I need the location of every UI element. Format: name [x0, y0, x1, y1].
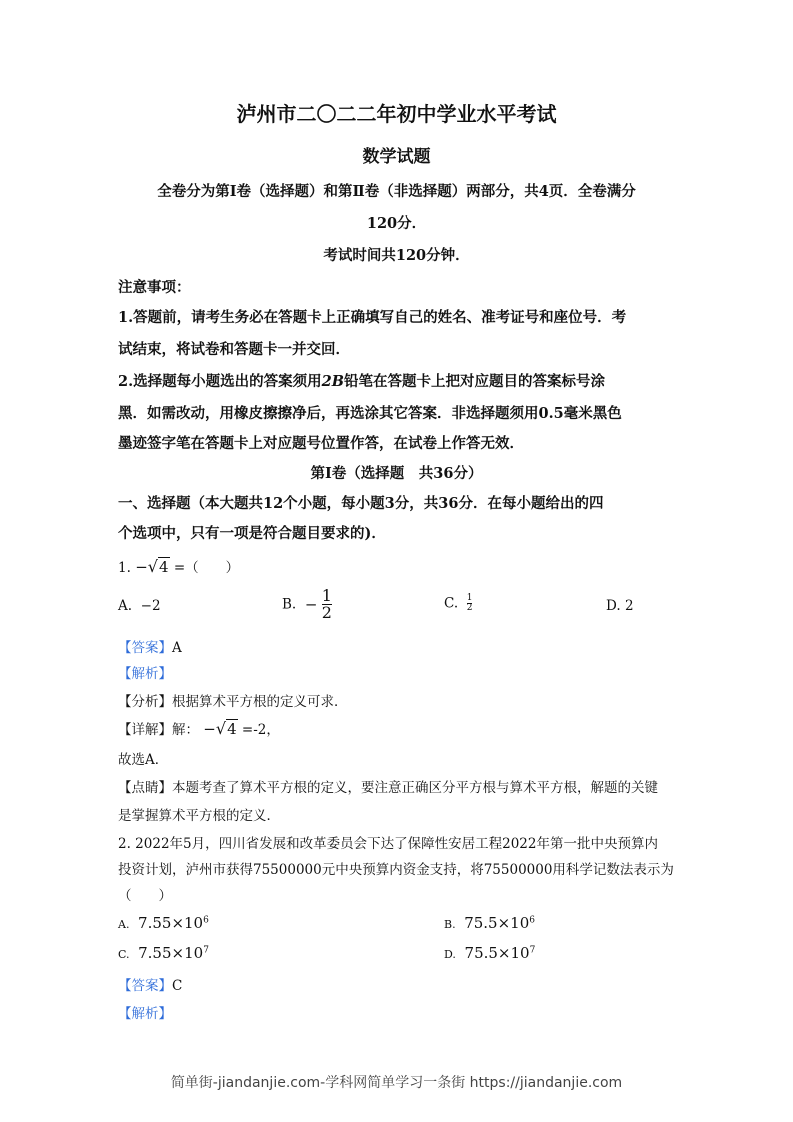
note-2-text-a: 2.选择题每小题选出的答案须用: [118, 373, 322, 390]
exam-time: 考试时间共120分钟．: [323, 247, 470, 264]
intro-line-1: 全卷分为第Ⅰ卷（选择题）和第Ⅱ卷（非选择题）两部分，共4页．全卷满分: [157, 183, 636, 200]
q1-option-b: [282, 588, 332, 621]
q1-option-a-value: −2: [140, 598, 161, 614]
q2-option-a-base: 7.55×10: [138, 914, 204, 932]
q1-answer-value: A: [172, 640, 182, 656]
q2-answer-value: C: [172, 978, 183, 994]
q1-radicand: 4: [158, 558, 169, 576]
q1-dianjing-line-1: [118, 776, 658, 796]
q2-stem-line-3: （ ）: [118, 888, 172, 904]
answer-tag: 【答案】: [118, 978, 172, 994]
exam-title: 泸州市二〇二二年初中学业水平考试: [236, 102, 557, 126]
q1-option-d: [606, 598, 634, 614]
q1-option-b-label: B.: [282, 596, 297, 613]
fenxi-text: 根据算术平方根的定义可求．: [172, 694, 348, 710]
xiangjie-neg: −: [203, 720, 216, 738]
q2-option-a-label: A.: [118, 918, 130, 931]
footer-watermark: 简单街-jiandanjie.com-学科网简单学习一条街 https://jiandanjie.com: [170, 1075, 623, 1091]
note-2-line-1: [118, 370, 605, 391]
section-desc-line-2: 个选项中，只有一项是符合题目要求的)．: [118, 525, 386, 542]
q1-option-d-value: 2: [624, 598, 634, 614]
section-title: 第Ⅰ卷（选择题 共36分）: [310, 465, 483, 482]
q2-option-c: [118, 944, 209, 962]
q2-option-d-label: D.: [444, 948, 456, 961]
q1-analysis-tag: 【解析】: [118, 666, 172, 682]
note-2-text-b: 铅笔在答题卡上把对应题目的答案标号涂: [344, 373, 605, 390]
answer-tag: 【答案】: [118, 640, 172, 656]
xiangjie-result: =-2，: [241, 722, 280, 738]
q1-option-c-denominator: 2: [466, 603, 473, 613]
q1-option-c-label: C.: [444, 595, 459, 612]
q2-analysis-tag: 【解析】: [118, 1006, 172, 1022]
q2-option-b-exp: 6: [529, 915, 535, 926]
xiangjie-prefix: 解：: [172, 722, 199, 738]
q1-xiangjie: [118, 718, 280, 738]
q2-option-d-base: 75.5×10: [464, 944, 530, 962]
q1-option-c-fraction: [467, 594, 473, 613]
q2-option-a: [118, 914, 209, 932]
note-1-line-2: 试结束，将试卷和答题卡一并交回．: [118, 341, 350, 358]
pencil-grade: 2B: [321, 373, 344, 390]
dianjing-tag: 【点睛】: [118, 780, 172, 796]
q1-answer: [118, 636, 182, 656]
q2-option-b-label: B.: [444, 918, 456, 931]
q1-equals: =（ ）: [173, 560, 240, 576]
q1-option-b-sign: −: [304, 595, 318, 614]
exam-subtitle: 数学试题: [362, 147, 431, 167]
q2-option-d-exp: 7: [529, 945, 536, 956]
sqrt-icon: √: [215, 719, 227, 738]
q2-stem-line-2: 投资计划，泸州市获得75500000元中央预算内资金支持，将75500000用科学记数法表示为: [118, 862, 674, 878]
q1-stem: [118, 556, 239, 576]
q1-dianjing-line-2: 是掌握算术平方根的定义．: [118, 808, 280, 824]
q2-stem-line-1: 2. 2022年5月，四川省发展和改革委员会下达了保障性安居工程2022年第一批中央预算内: [118, 836, 658, 852]
q1-option-c: [444, 594, 472, 613]
q2-option-c-exp: 7: [203, 945, 209, 956]
q2-option-a-exp: 6: [203, 915, 209, 926]
q1-number: 1.: [118, 560, 131, 576]
dianjing-text: 本题考查了算术平方根的定义，要注意正确区分平方根与算术平方根，解题的关键: [172, 780, 658, 796]
section-desc-line-1: 一、选择题（本大题共12个小题，每小题3分，共36分．在每小题给出的四: [118, 495, 604, 512]
note-1-line-1: 1.答题前，请考生务必在答题卡上正确填写自己的姓名、准考证号和座位号．考: [118, 309, 627, 326]
xiangjie-tag: 【详解】: [118, 722, 172, 738]
q2-option-b: [444, 914, 535, 932]
q1-option-b-denominator: 2: [321, 603, 332, 622]
fenxi-tag: 【分析】: [118, 694, 172, 710]
q1-option-b-fraction: [322, 588, 332, 621]
q2-answer: [118, 974, 182, 994]
note-2-line-3: 墨迹签字笔在答题卡上对应题号位置作答，在试卷上作答无效．: [118, 435, 524, 452]
q1-option-c-numerator: 1: [466, 593, 473, 603]
q2-option-d: [444, 944, 535, 962]
intro-line-2: 120分．: [366, 215, 427, 232]
q2-option-b-base: 75.5×10: [464, 914, 530, 932]
q1-conclusion: 故选A．: [118, 752, 169, 768]
q2-option-c-label: C.: [118, 948, 130, 961]
q1-option-b-numerator: 1: [321, 586, 332, 605]
q1-option-d-label: D.: [606, 598, 621, 614]
q1-option-a-label: A.: [118, 598, 133, 614]
sqrt-icon: √: [147, 557, 158, 576]
q1-neg: −: [135, 558, 148, 576]
note-2-line-2: 黑．如需改动，用橡皮擦擦净后，再选涂其它答案．非选择题须用0.5毫米黑色: [118, 405, 622, 422]
xiangjie-radicand: 4: [227, 720, 237, 738]
notes-heading: 注意事项：: [118, 279, 191, 296]
q1-option-a: [118, 598, 161, 614]
q1-fenxi: [118, 690, 348, 710]
q2-option-c-base: 7.55×10: [138, 944, 204, 962]
